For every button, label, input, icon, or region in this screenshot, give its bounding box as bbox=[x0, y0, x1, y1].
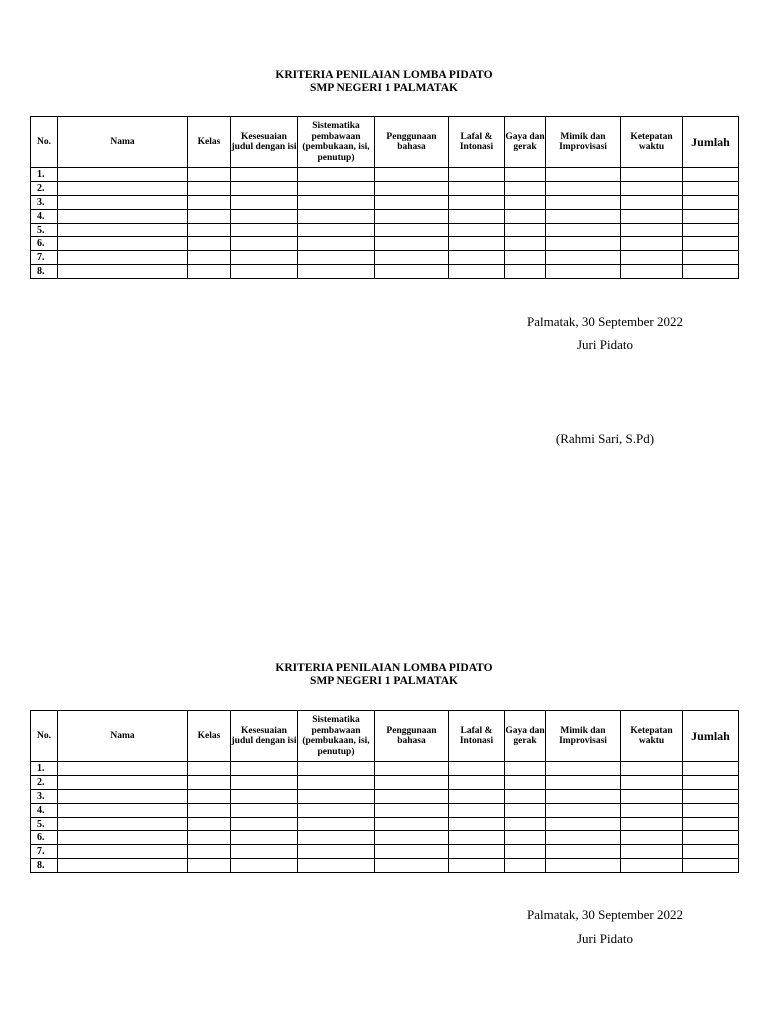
cell-nama[interactable] bbox=[58, 859, 188, 873]
cell-kelas[interactable] bbox=[188, 775, 231, 789]
table-row bbox=[31, 251, 739, 265]
cell-score[interactable] bbox=[546, 859, 621, 873]
cell-score[interactable] bbox=[231, 181, 298, 195]
assessment-table bbox=[30, 710, 739, 873]
column-header-jumlah: Jumlah bbox=[683, 117, 739, 168]
cell-score[interactable] bbox=[231, 223, 298, 237]
row-number: 8. bbox=[31, 859, 58, 873]
column-header-no: No. bbox=[31, 711, 58, 762]
cell-nama[interactable] bbox=[58, 775, 188, 789]
row-number: 4. bbox=[31, 209, 58, 223]
table-row bbox=[31, 831, 739, 845]
place-date: Palmatak, 30 September 2022 bbox=[527, 314, 683, 329]
row-number: 4. bbox=[31, 803, 58, 817]
cell-score[interactable] bbox=[505, 168, 546, 182]
cell-score[interactable] bbox=[298, 762, 375, 776]
cell-score[interactable] bbox=[505, 817, 546, 831]
cell-nama[interactable] bbox=[58, 223, 188, 237]
cell-score[interactable] bbox=[375, 831, 449, 845]
signer-name: (Rahmi Sari, S.Pd) bbox=[555, 431, 655, 446]
title-line-1: KRITERIA PENILAIAN LOMBA PIDATO bbox=[275, 69, 493, 81]
column-header-no: No. bbox=[31, 117, 58, 168]
cell-score[interactable] bbox=[505, 237, 546, 251]
cell-nama[interactable] bbox=[58, 209, 188, 223]
cell-score[interactable] bbox=[375, 195, 449, 209]
cell-score[interactable] bbox=[449, 775, 505, 789]
table-row bbox=[31, 789, 739, 803]
cell-score[interactable] bbox=[546, 845, 621, 859]
cell-score[interactable] bbox=[449, 265, 505, 279]
cell-score[interactable] bbox=[375, 223, 449, 237]
cell-total[interactable] bbox=[683, 845, 739, 859]
cell-score[interactable] bbox=[546, 195, 621, 209]
row-number: 3. bbox=[31, 195, 58, 209]
cell-score[interactable] bbox=[449, 803, 505, 817]
cell-score[interactable] bbox=[621, 237, 683, 251]
row-number: 7. bbox=[31, 251, 58, 265]
cell-score[interactable] bbox=[621, 251, 683, 265]
row-number: 1. bbox=[31, 762, 58, 776]
cell-score[interactable] bbox=[621, 831, 683, 845]
place-date: Palmatak, 30 September 2022 bbox=[527, 907, 683, 922]
cell-score[interactable] bbox=[375, 251, 449, 265]
cell-score[interactable] bbox=[621, 181, 683, 195]
column-header-sistematika: Sistematika pembawaan (pembukaan, isi, penutup) bbox=[298, 117, 375, 168]
table-row bbox=[31, 181, 739, 195]
cell-score[interactable] bbox=[231, 251, 298, 265]
cell-kelas[interactable] bbox=[188, 817, 231, 831]
title-line-2: SMP NEGERI 1 PALMATAK bbox=[310, 675, 458, 687]
title-line-2: SMP NEGERI 1 PALMATAK bbox=[310, 82, 458, 94]
cell-nama[interactable] bbox=[58, 817, 188, 831]
column-header-mimik: Mimik dan Improvisasi bbox=[546, 711, 621, 762]
cell-score[interactable] bbox=[449, 817, 505, 831]
cell-score[interactable] bbox=[621, 775, 683, 789]
cell-score[interactable] bbox=[505, 195, 546, 209]
cell-total[interactable] bbox=[683, 209, 739, 223]
judge-role: Juri Pidato bbox=[577, 931, 633, 946]
table-header-row bbox=[31, 117, 739, 168]
cell-score[interactable] bbox=[505, 265, 546, 279]
row-number: 5. bbox=[31, 817, 58, 831]
table-row bbox=[31, 859, 739, 873]
cell-total[interactable] bbox=[683, 168, 739, 182]
cell-score[interactable] bbox=[298, 831, 375, 845]
cell-kelas[interactable] bbox=[188, 789, 231, 803]
table-row bbox=[31, 195, 739, 209]
cell-total[interactable] bbox=[683, 775, 739, 789]
column-header-lafal: Lafal & Intonasi bbox=[449, 117, 505, 168]
table-header-row bbox=[31, 711, 739, 762]
cell-score[interactable] bbox=[621, 168, 683, 182]
cell-score[interactable] bbox=[621, 789, 683, 803]
cell-score[interactable] bbox=[449, 789, 505, 803]
cell-score[interactable] bbox=[375, 817, 449, 831]
cell-total[interactable] bbox=[683, 817, 739, 831]
cell-kelas[interactable] bbox=[188, 803, 231, 817]
cell-score[interactable] bbox=[298, 265, 375, 279]
column-header-jumlah: Jumlah bbox=[683, 711, 739, 762]
cell-score[interactable] bbox=[449, 168, 505, 182]
cell-score[interactable] bbox=[298, 181, 375, 195]
table-row bbox=[31, 223, 739, 237]
cell-score[interactable] bbox=[231, 775, 298, 789]
cell-score[interactable] bbox=[231, 803, 298, 817]
cell-score[interactable] bbox=[231, 831, 298, 845]
cell-score[interactable] bbox=[621, 195, 683, 209]
cell-score[interactable] bbox=[449, 223, 505, 237]
table-row bbox=[31, 209, 739, 223]
cell-kelas[interactable] bbox=[188, 859, 231, 873]
cell-score[interactable] bbox=[375, 775, 449, 789]
cell-nama[interactable] bbox=[58, 762, 188, 776]
cell-total[interactable] bbox=[683, 223, 739, 237]
sheet-2-title bbox=[0, 662, 768, 688]
column-header-lafal: Lafal & Intonasi bbox=[449, 711, 505, 762]
cell-score[interactable] bbox=[375, 859, 449, 873]
table-row bbox=[31, 803, 739, 817]
cell-score[interactable] bbox=[375, 803, 449, 817]
table-row bbox=[31, 168, 739, 182]
cell-score[interactable] bbox=[231, 237, 298, 251]
cell-score[interactable] bbox=[546, 265, 621, 279]
cell-score[interactable] bbox=[505, 251, 546, 265]
assessment-table bbox=[30, 116, 739, 279]
cell-score[interactable] bbox=[375, 265, 449, 279]
cell-score[interactable] bbox=[505, 803, 546, 817]
cell-score[interactable] bbox=[449, 762, 505, 776]
table-row bbox=[31, 845, 739, 859]
cell-score[interactable] bbox=[231, 195, 298, 209]
column-header-ketepatan: Ketepatan waktu bbox=[621, 711, 683, 762]
cell-nama[interactable] bbox=[58, 831, 188, 845]
cell-score[interactable] bbox=[546, 168, 621, 182]
cell-score[interactable] bbox=[505, 845, 546, 859]
cell-score[interactable] bbox=[449, 251, 505, 265]
cell-score[interactable] bbox=[621, 209, 683, 223]
table-row bbox=[31, 237, 739, 251]
cell-score[interactable] bbox=[505, 789, 546, 803]
cell-score[interactable] bbox=[298, 237, 375, 251]
row-number: 6. bbox=[31, 831, 58, 845]
row-number: 1. bbox=[31, 168, 58, 182]
cell-score[interactable] bbox=[231, 789, 298, 803]
cell-nama[interactable] bbox=[58, 237, 188, 251]
cell-nama[interactable] bbox=[58, 168, 188, 182]
judge-role: Juri Pidato bbox=[577, 337, 633, 352]
cell-score[interactable] bbox=[621, 817, 683, 831]
cell-total[interactable] bbox=[683, 803, 739, 817]
cell-score[interactable] bbox=[449, 831, 505, 845]
cell-score[interactable] bbox=[231, 817, 298, 831]
cell-score[interactable] bbox=[375, 168, 449, 182]
cell-score[interactable] bbox=[231, 859, 298, 873]
cell-score[interactable] bbox=[298, 775, 375, 789]
cell-score[interactable] bbox=[375, 762, 449, 776]
cell-nama[interactable] bbox=[58, 265, 188, 279]
cell-score[interactable] bbox=[449, 237, 505, 251]
cell-total[interactable] bbox=[683, 831, 739, 845]
cell-score[interactable] bbox=[546, 803, 621, 817]
column-header-ketepatan: Ketepatan waktu bbox=[621, 117, 683, 168]
cell-score[interactable] bbox=[546, 237, 621, 251]
cell-kelas[interactable] bbox=[188, 168, 231, 182]
row-number: 5. bbox=[31, 223, 58, 237]
cell-kelas[interactable] bbox=[188, 845, 231, 859]
cell-nama[interactable] bbox=[58, 789, 188, 803]
row-number: 2. bbox=[31, 775, 58, 789]
column-header-gaya: Gaya dan gerak bbox=[505, 711, 546, 762]
cell-score[interactable] bbox=[449, 209, 505, 223]
cell-score[interactable] bbox=[505, 181, 546, 195]
row-number: 7. bbox=[31, 845, 58, 859]
cell-score[interactable] bbox=[231, 845, 298, 859]
cell-score[interactable] bbox=[375, 845, 449, 859]
cell-score[interactable] bbox=[298, 845, 375, 859]
cell-score[interactable] bbox=[546, 223, 621, 237]
cell-score[interactable] bbox=[505, 209, 546, 223]
cell-kelas[interactable] bbox=[188, 251, 231, 265]
cell-kelas[interactable] bbox=[188, 181, 231, 195]
cell-score[interactable] bbox=[298, 859, 375, 873]
cell-score[interactable] bbox=[231, 762, 298, 776]
cell-score[interactable] bbox=[298, 803, 375, 817]
cell-score[interactable] bbox=[505, 762, 546, 776]
cell-score[interactable] bbox=[375, 181, 449, 195]
column-header-mimik: Mimik dan Improvisasi bbox=[546, 117, 621, 168]
cell-score[interactable] bbox=[546, 817, 621, 831]
cell-score[interactable] bbox=[546, 775, 621, 789]
cell-nama[interactable] bbox=[58, 195, 188, 209]
cell-score[interactable] bbox=[621, 762, 683, 776]
cell-score[interactable] bbox=[449, 845, 505, 859]
cell-score[interactable] bbox=[546, 789, 621, 803]
cell-score[interactable] bbox=[621, 223, 683, 237]
cell-total[interactable] bbox=[683, 789, 739, 803]
cell-kelas[interactable] bbox=[188, 762, 231, 776]
cell-score[interactable] bbox=[621, 803, 683, 817]
cell-score[interactable] bbox=[298, 789, 375, 803]
cell-score[interactable] bbox=[546, 181, 621, 195]
column-header-kesesuaian: Kesesuaian judul dengan isi bbox=[231, 711, 298, 762]
column-header-kesesuaian: Kesesuaian judul dengan isi bbox=[231, 117, 298, 168]
cell-total[interactable] bbox=[683, 265, 739, 279]
cell-total[interactable] bbox=[683, 195, 739, 209]
cell-score[interactable] bbox=[546, 251, 621, 265]
cell-score[interactable] bbox=[621, 265, 683, 279]
cell-score[interactable] bbox=[298, 251, 375, 265]
cell-score[interactable] bbox=[449, 181, 505, 195]
cell-score[interactable] bbox=[546, 762, 621, 776]
cell-score[interactable] bbox=[231, 168, 298, 182]
cell-score[interactable] bbox=[375, 789, 449, 803]
cell-kelas[interactable] bbox=[188, 237, 231, 251]
column-header-nama: Nama bbox=[58, 711, 188, 762]
column-header-kelas: Kelas bbox=[188, 711, 231, 762]
row-number: 6. bbox=[31, 237, 58, 251]
cell-nama[interactable] bbox=[58, 803, 188, 817]
cell-score[interactable] bbox=[298, 223, 375, 237]
cell-score[interactable] bbox=[505, 859, 546, 873]
cell-kelas[interactable] bbox=[188, 223, 231, 237]
row-number: 8. bbox=[31, 265, 58, 279]
cell-total[interactable] bbox=[683, 237, 739, 251]
cell-kelas[interactable] bbox=[188, 265, 231, 279]
table-row bbox=[31, 762, 739, 776]
cell-score[interactable] bbox=[546, 209, 621, 223]
cell-score[interactable] bbox=[505, 223, 546, 237]
sheet-1-title bbox=[0, 69, 768, 95]
cell-score[interactable] bbox=[621, 845, 683, 859]
column-header-sistematika: Sistematika pembawaan (pembukaan, isi, penutup) bbox=[298, 711, 375, 762]
row-number: 3. bbox=[31, 789, 58, 803]
cell-total[interactable] bbox=[683, 762, 739, 776]
cell-score[interactable] bbox=[375, 209, 449, 223]
cell-score[interactable] bbox=[375, 237, 449, 251]
cell-score[interactable] bbox=[298, 817, 375, 831]
cell-score[interactable] bbox=[449, 195, 505, 209]
column-header-gaya: Gaya dan gerak bbox=[505, 117, 546, 168]
cell-kelas[interactable] bbox=[188, 831, 231, 845]
cell-kelas[interactable] bbox=[188, 195, 231, 209]
column-header-kelas: Kelas bbox=[188, 117, 231, 168]
cell-total[interactable] bbox=[683, 251, 739, 265]
cell-nama[interactable] bbox=[58, 181, 188, 195]
cell-total[interactable] bbox=[683, 859, 739, 873]
cell-score[interactable] bbox=[298, 168, 375, 182]
cell-score[interactable] bbox=[298, 209, 375, 223]
cell-score[interactable] bbox=[546, 831, 621, 845]
column-header-penggunaan: Penggunaan bahasa bbox=[375, 117, 449, 168]
cell-score[interactable] bbox=[298, 195, 375, 209]
table-row bbox=[31, 265, 739, 279]
cell-nama[interactable] bbox=[58, 251, 188, 265]
cell-score[interactable] bbox=[231, 265, 298, 279]
table-row bbox=[31, 775, 739, 789]
cell-score[interactable] bbox=[449, 859, 505, 873]
column-header-nama: Nama bbox=[58, 117, 188, 168]
cell-score[interactable] bbox=[231, 209, 298, 223]
cell-nama[interactable] bbox=[58, 845, 188, 859]
cell-kelas[interactable] bbox=[188, 209, 231, 223]
row-number: 2. bbox=[31, 181, 58, 195]
cell-score[interactable] bbox=[505, 831, 546, 845]
cell-score[interactable] bbox=[505, 775, 546, 789]
cell-total[interactable] bbox=[683, 181, 739, 195]
title-line-1: KRITERIA PENILAIAN LOMBA PIDATO bbox=[275, 662, 493, 674]
cell-score[interactable] bbox=[621, 859, 683, 873]
table-row bbox=[31, 817, 739, 831]
column-header-penggunaan: Penggunaan bahasa bbox=[375, 711, 449, 762]
